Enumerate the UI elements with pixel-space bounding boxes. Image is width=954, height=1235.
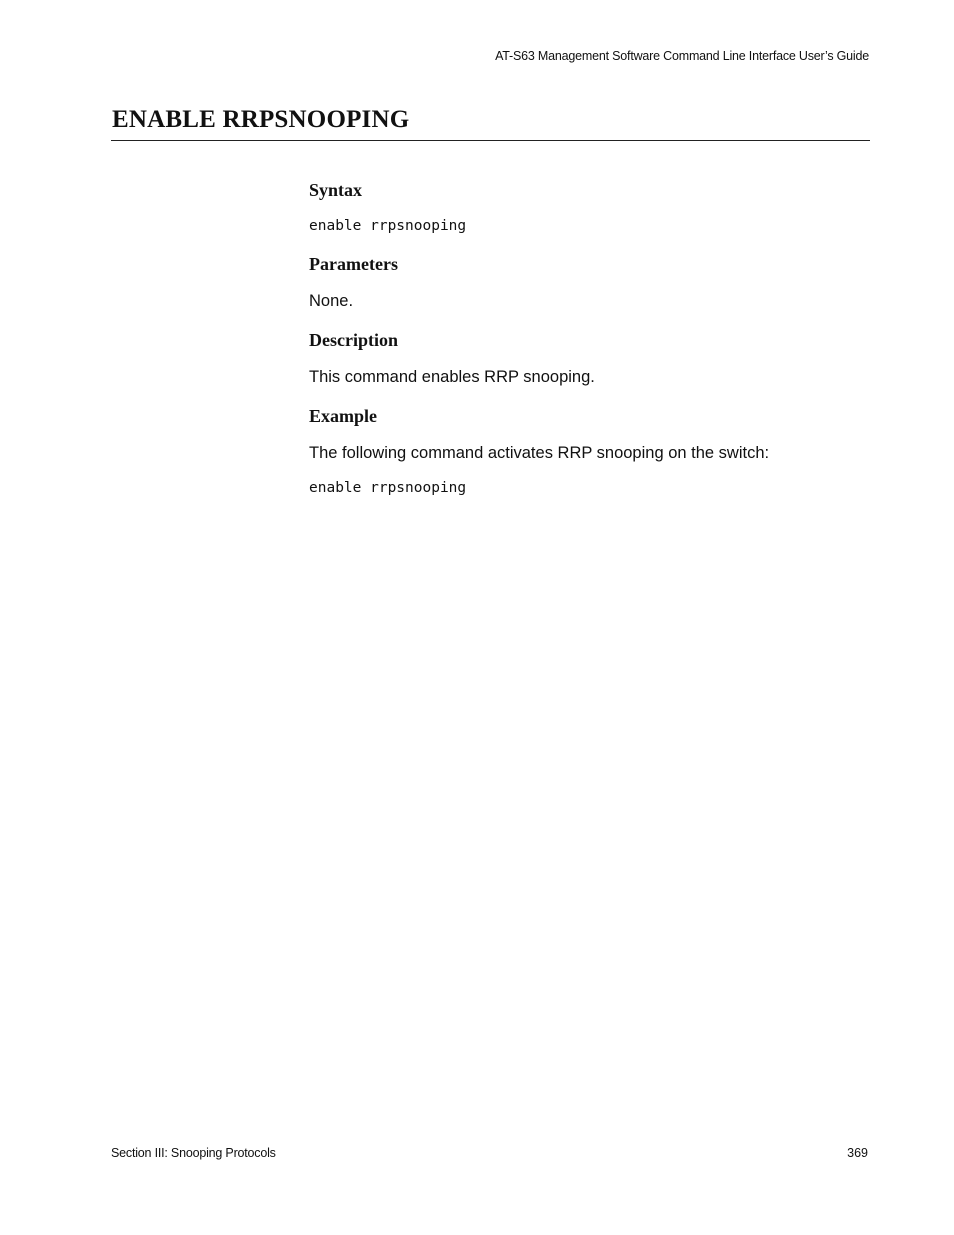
footer-section-label: Section III: Snooping Protocols [111, 1146, 276, 1160]
running-header: AT-S63 Management Software Command Line Interface User’s Guide [495, 49, 869, 63]
footer-page-number: 369 [847, 1146, 868, 1160]
syntax-heading: Syntax [309, 180, 363, 200]
title-divider [111, 140, 870, 141]
command-reference-body [309, 178, 869, 498]
parameters-heading: Parameters [309, 254, 398, 274]
syntax-code: enable rrpsnooping [309, 218, 467, 234]
example-code: enable rrpsnooping [309, 480, 467, 496]
example-heading: Example [309, 406, 378, 426]
page-title: ENABLE RRPSNOOPING [112, 106, 410, 133]
parameters-text: None. [309, 292, 354, 310]
description-heading: Description [309, 330, 398, 350]
description-text: This command enables RRP snooping. [309, 368, 595, 386]
example-text: The following command activates RRP snooping on the switch: [309, 444, 770, 462]
